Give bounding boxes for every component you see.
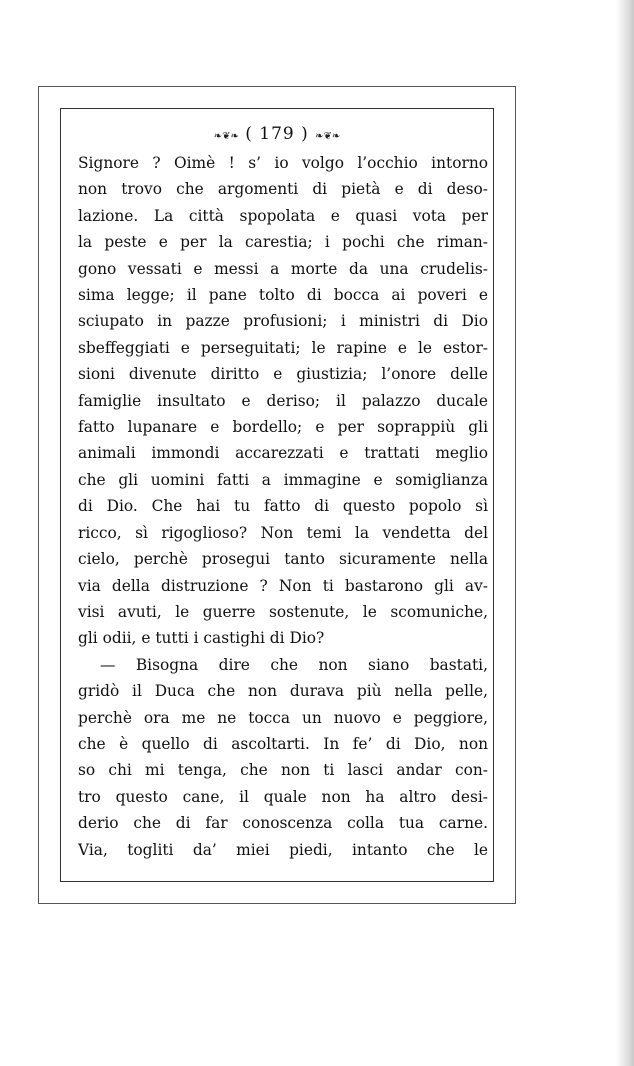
text-line: di Dio. Che hai tu fatto di questo popolo sì [78, 497, 488, 516]
text-line: la peste e per la carestia; i pochi che riman- [78, 233, 488, 252]
text-line: che è quello di ascoltarti. In fe’ di Dio, non [78, 734, 488, 753]
ornament-right: ❧❦❧ [315, 131, 341, 142]
ornament-left: ❧❦❧ [213, 131, 239, 142]
text-line: sbeffeggiati e perseguitati; le rapine e le estor- [78, 338, 488, 357]
text-line: sima legge; il pane tolto di bocca ai poveri e [78, 286, 488, 305]
text-line: perchè ora me ne tocca un nuovo e peggiore, [78, 708, 488, 727]
text-line: cielo, perchè prosegui tanto sicuramente nella [78, 550, 488, 569]
page-header [60, 124, 494, 144]
text-line: lazione. La città spopolata e quasi vota per [78, 206, 488, 225]
text-line: famiglie insultato e deriso; il palazzo ducale [78, 391, 488, 410]
page-edge-shadow [616, 0, 634, 1066]
text-line: non trovo che argomenti di pietà e di deso- [78, 180, 488, 199]
text-line: fatto lupanare e bordello; e per soprappiù gli [78, 418, 488, 437]
text-line: sioni divenute diritto e giustizia; l’onore delle [78, 365, 488, 384]
text-line: so chi mi tenga, che non ti lasci andar con- [78, 761, 488, 780]
text-line: animali immondi accarezzati e trattati meglio [78, 444, 488, 463]
text-line: gridò il Duca che non durava più nella pelle, [78, 682, 488, 701]
text-line: visi avuti, le guerre sostenute, le scomuniche, [78, 602, 488, 621]
text-line: tro questo cane, il quale non ha altro desi- [78, 787, 488, 806]
text-line: via della distruzione ? Non ti bastarono gli av- [78, 576, 488, 595]
text-line: Via, togliti da’ miei piedi, intanto che le [78, 840, 488, 859]
body-text [78, 150, 488, 863]
text-line: Signore ? Oimè ! s’ io volgo l’occhio intorno [78, 154, 488, 172]
text-line: — Bisogna dire che non siano bastati, [100, 655, 488, 674]
text-line: gono vessati e messi a morte da una crudelis- [78, 259, 488, 278]
text-line: che gli uomini fatti a immagine e somiglianza [78, 470, 488, 489]
text-line: derio che di far conoscenza colla tua carne. [78, 814, 488, 833]
text-line: gli odii, e tutti i castighi di Dio? [78, 629, 325, 648]
text-line: ricco, sì rigoglioso? Non temi la vendetta del [78, 523, 488, 542]
text-line: sciupato in pazze profusioni; i ministri di Dio [78, 312, 488, 331]
page-number: ( 179 ) [245, 124, 309, 144]
